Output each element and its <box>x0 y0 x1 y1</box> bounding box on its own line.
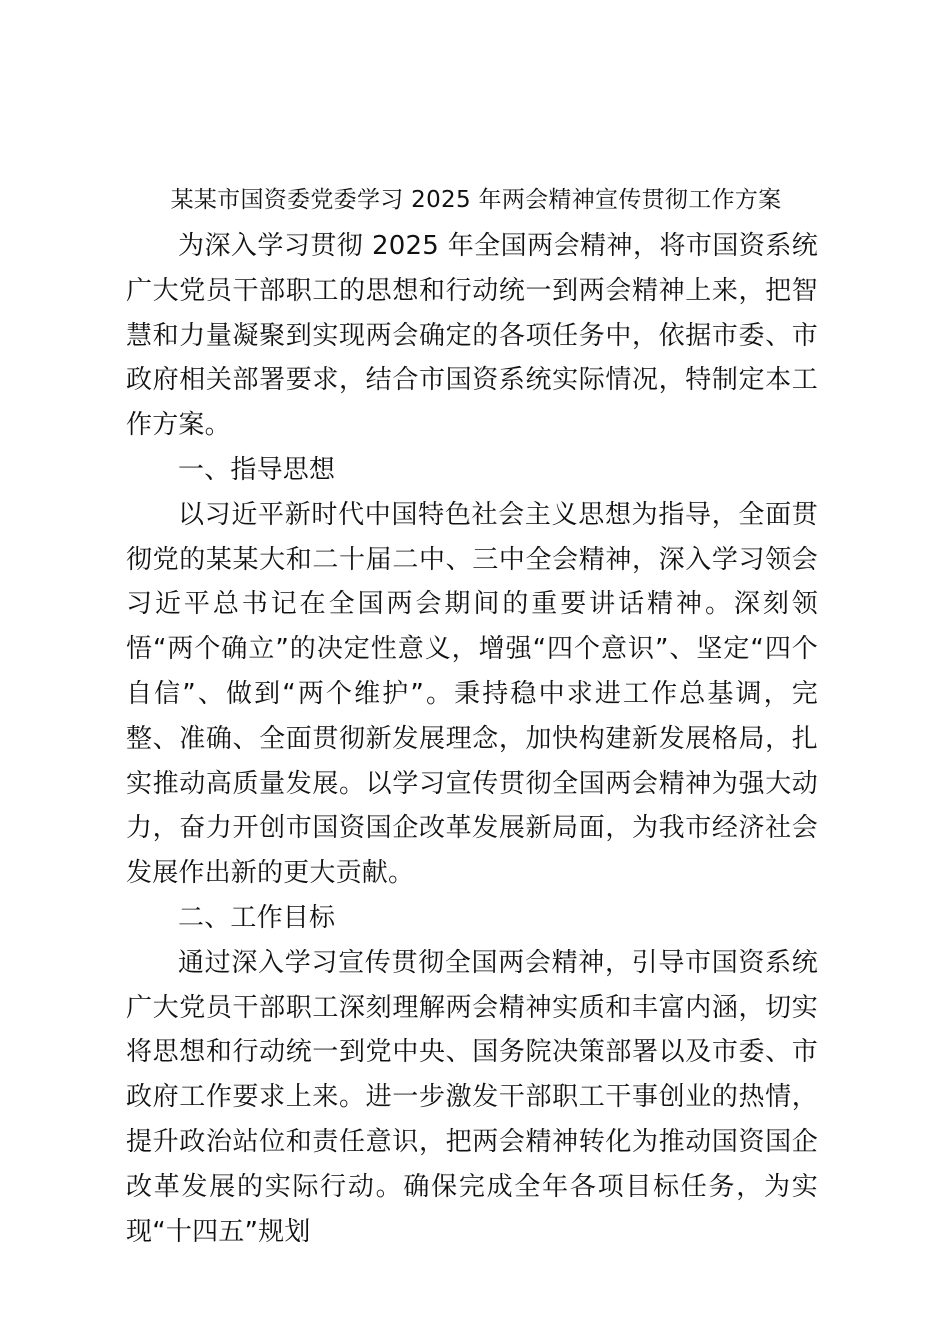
document-title: 某某市国资委党委学习 2025 年两会精神宣传贯彻工作方案 <box>170 187 782 213</box>
guiding-ideology-paragraph: 以习近平新时代中国特色社会主义思想为指导，全面贯彻党的某某大和二十届二中、三中全会精神，深入学习领会习近平总书记在全国两会期间的重要讲话精神。深刻领悟“两个确立”的决定性意义，增强“四个意识”、坚定“四个自信”、做到“两个维护”。秉持稳中求进工作总基调，完整、准确、全面贯彻新发展理念，加快构建新发展格局，扎实推动高质量发展。以学习宣传贯彻全国两会精神为强大动力，奋力开创市国资国企改革发展新局面，为我市经济社会发展作出新的更大贡献。 <box>126 499 818 889</box>
section-heading-guiding-ideology: 一、指导思想 <box>178 454 336 485</box>
intro-paragraph: 为深入学习贯彻 2025 年全国两会精神，将市国资系统广大党员干部职工的思想和行动统一到两会精神上来，把智慧和力量凝聚到实现两会确定的各项任务中，依据市委、市政府相关部署要求，结合市国资系统实际情况，特制定本工作方案。 <box>126 231 818 441</box>
document-body <box>126 224 818 1254</box>
work-goals-paragraph: 通过深入学习宣传贯彻全国两会精神，引导市国资系统广大党员干部职工深刻理解两会精神实质和丰富内涵，切实将思想和行动统一到党中央、国务院决策部署以及市委、市政府工作要求上来。进一步激发干部职工干事创业的热情，提升政治站位和责任意识，把两会精神转化为推动国资国企改革发展的实际行动。确保完成全年各项目标任务，为实现“十四五”规划 <box>126 947 818 1247</box>
section-heading-work-goals: 二、工作目标 <box>178 902 336 933</box>
